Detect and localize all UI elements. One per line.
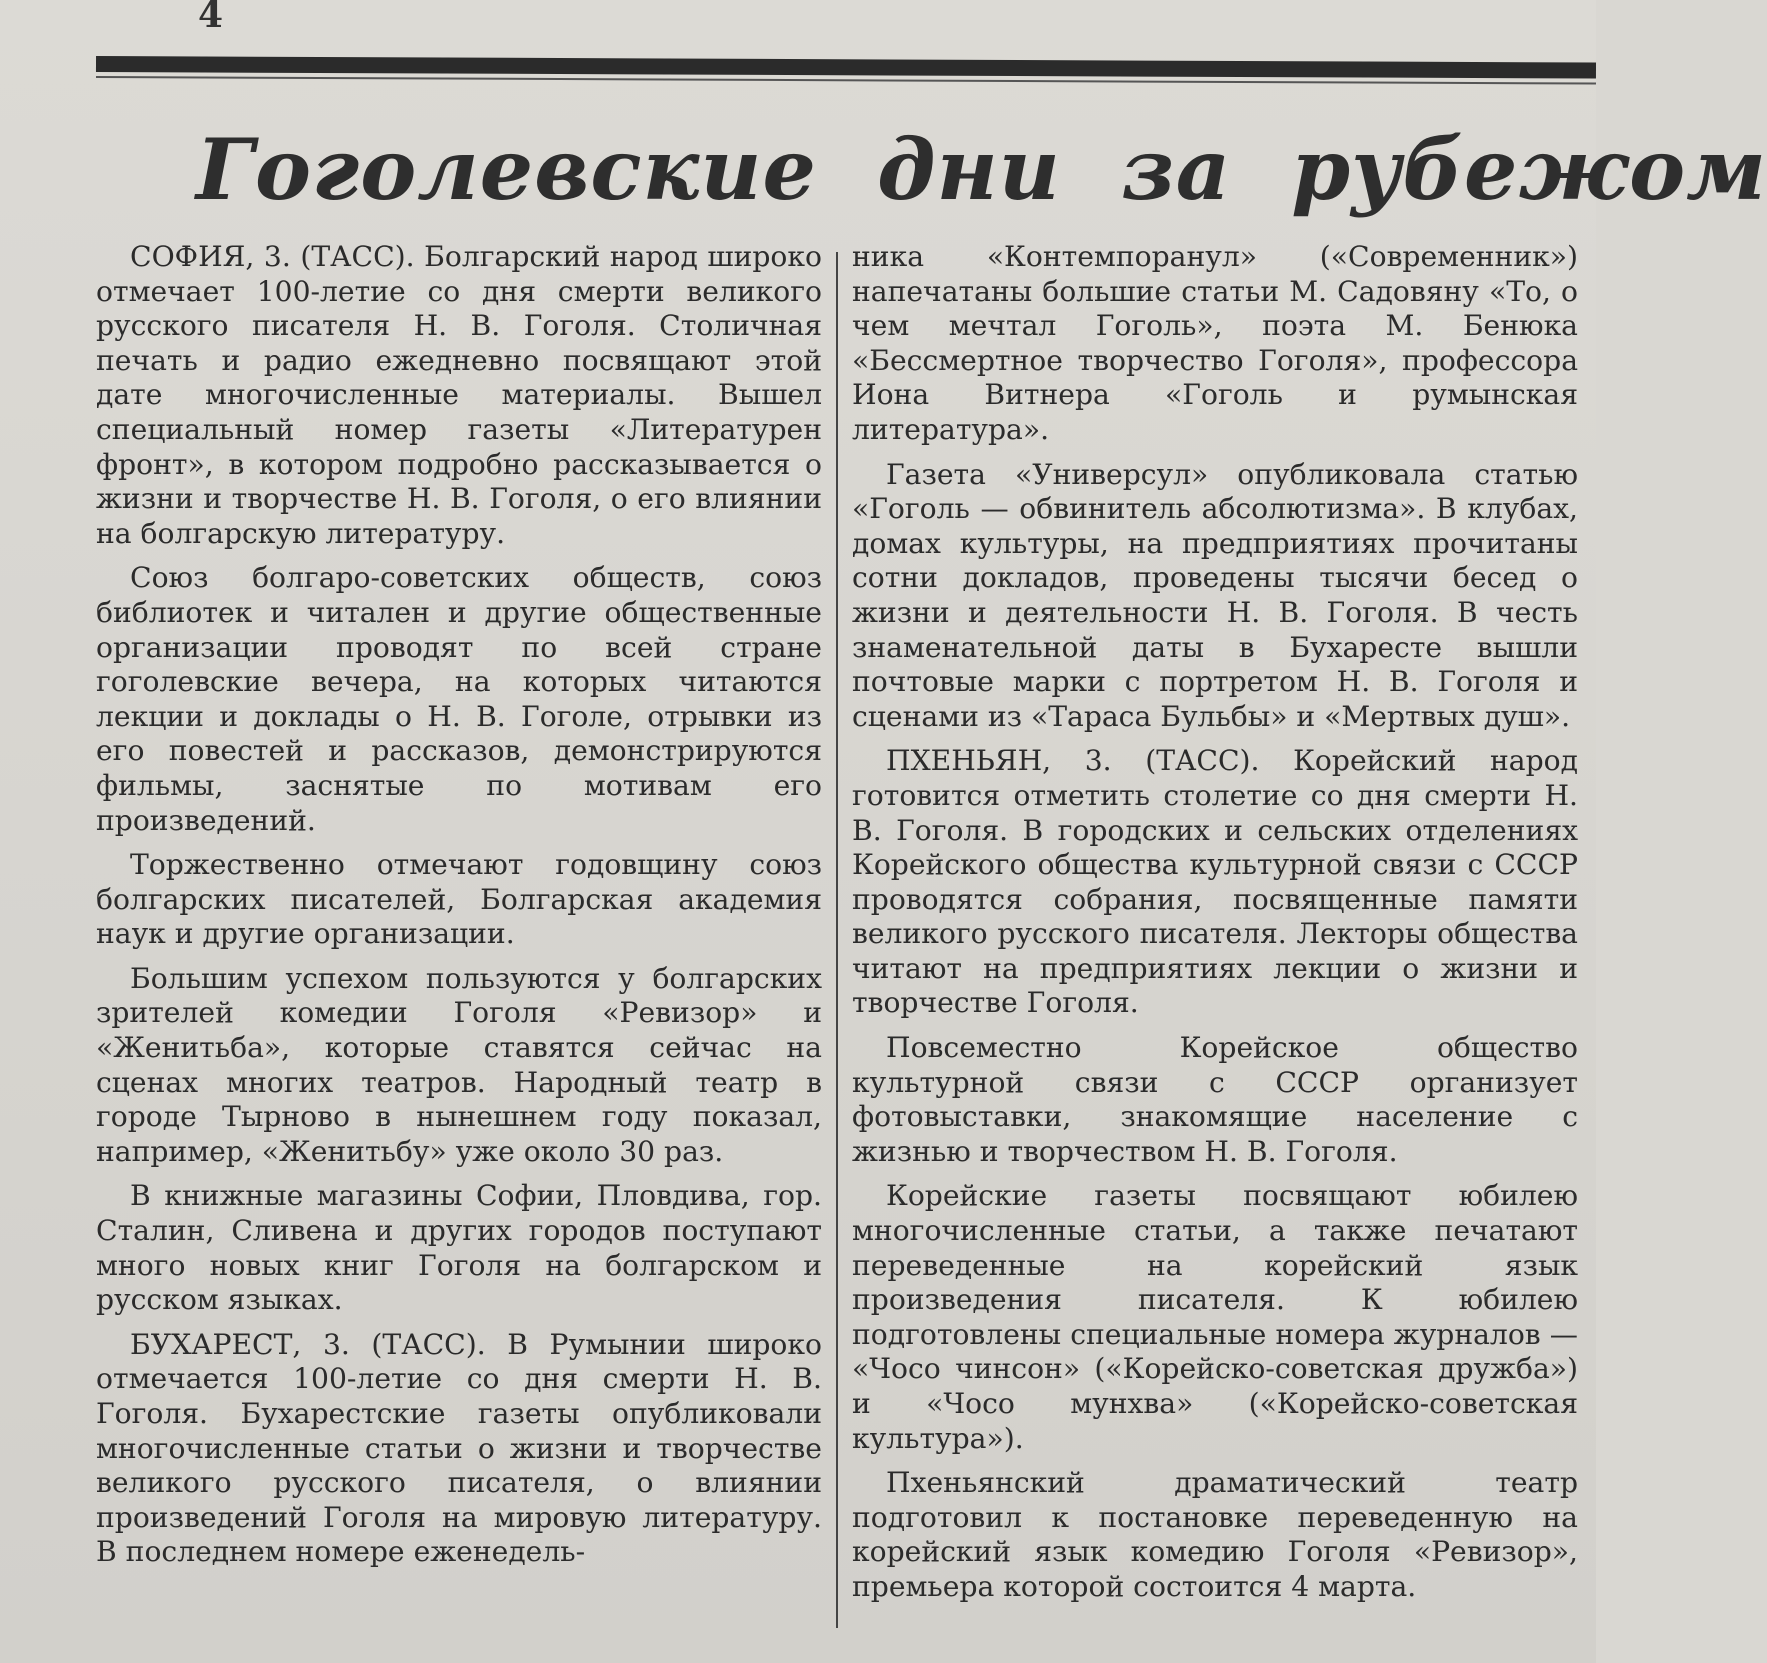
paragraph-sofia-1: СОФИЯ, 3. (ТАСС). Болгарский народ широко отмечает 100-летие со дня смерти великого русского писателя Н. В. Гоголя. Столичная печать и радио ежедневно посвящают этой дате многочисленные материалы. Вышел специальный номер газеты «Литературен фронт», в котором подробно рассказывается о жизни и творчестве Н. В. Гоголя, о его влиянии на болгарскую литературу. xyxy=(96,240,822,550)
paragraph-bucharest-3: Газета «Универсул» опубликовала статью «Гоголь — обвинитель абсолютизма». В клубах, домах культуры, на предприятиях прочитаны сотни докладов, проведены тысячи бесед о жизни и деятельности Н. В. Гоголя. В честь знаменательной даты в Бухаресте вышли почтовые марки с портретом Н. В. Гоголя и сценами из «Тараса Бульбы» и «Мертвых душ». xyxy=(852,457,1578,733)
paragraph-pyongyang-2: Повсеместно Корейское общество культурной связи с СССР организует фотовыставки, знакомящие население с жизнью и творчеством Н. В. Гоголя. xyxy=(852,1031,1578,1168)
paragraph-pyongyang-3: Корейские газеты посвящают юбилею многочисленные статьи, а также печатают переведенные на корейский язык произведения писателя. К юбилею подготовлены специальные номера журналов — «Чосо чинсон» («Корейско-советская дружба») и «Чосо мунхва» («Корейско-советская культура»). xyxy=(852,1179,1578,1455)
paragraph-pyongyang-4: Пхеньянский драматический театр подготовил к постановке переведенную на корейский язык комедию Гоголя «Ревизор», премьера которой состоится 4 марта. xyxy=(852,1466,1578,1603)
paragraph-pyongyang-1: ПХЕНЬЯН, 3. (ТАСС). Корейский народ готовится отметить столетие со дня смерти Н. В. Гоголя. В городских и сельских отделениях Корейского общества культурной связи с СССР проводятся собрания, посвященные памяти великого русского писателя. Лекторы общества читают на предприятиях лекции о жизни и творчестве Гоголя. xyxy=(852,744,1578,1020)
column-divider xyxy=(836,252,838,1628)
column-left xyxy=(96,240,822,1580)
paragraph-sofia-2: Союз болгаро-советских обществ, союз библиотек и читален и другие общественные организации проводят по всей стране гоголевские вечера, на которых читаются лекции и доклады о Н. В. Гоголе, отрывки из его повестей и рассказов, демонстрируются фильмы, заснятые по мотивам его произведений. xyxy=(96,561,822,837)
paragraph-bucharest-2: ника «Контемпоранул» («Современник») напечатаны большие статьи М. Садовяну «То, о чем мечтал Гоголь», поэта М. Бенюка «Бессмертное творчество Гоголя», профессора Иона Витнера «Гоголь и румынская литература». xyxy=(852,240,1578,446)
top-rule xyxy=(96,56,1596,79)
paragraph-sofia-5: В книжные магазины Софии, Пловдива, гор. Сталин, Сливена и других городов поступают много новых книг Гоголя на болгарском и русском языках. xyxy=(96,1179,822,1317)
page-number: 4 xyxy=(198,0,224,36)
column-right xyxy=(852,240,1578,1615)
headline: Гоголевские дни за рубежом xyxy=(196,120,1767,219)
paragraph-bucharest-1: БУХАРЕСТ, 3. (ТАСС). В Румынии широко отмечается 100-летие со дня смерти Н. В. Гоголя. Бухарестские газеты опубликовали многочисленные статьи о жизни и творчестве великого русского писателя, о влиянии произведений Гоголя на мировую литературу. В последнем номере еженедель- xyxy=(96,1327,822,1569)
paragraph-sofia-4: Большим успехом пользуются у болгарских зрителей комедии Гоголя «Ревизор» и «Женитьба», которые ставятся сейчас на сценах многих театров. Народный театр в городе Тырново в нынешнем году показал, например, «Женитьбу» уже около 30 раз. xyxy=(96,961,822,1168)
paragraph-sofia-3: Торжественно отмечают годовщину союз болгарских писателей, Болгарская академия наук и другие организации. xyxy=(96,848,822,951)
